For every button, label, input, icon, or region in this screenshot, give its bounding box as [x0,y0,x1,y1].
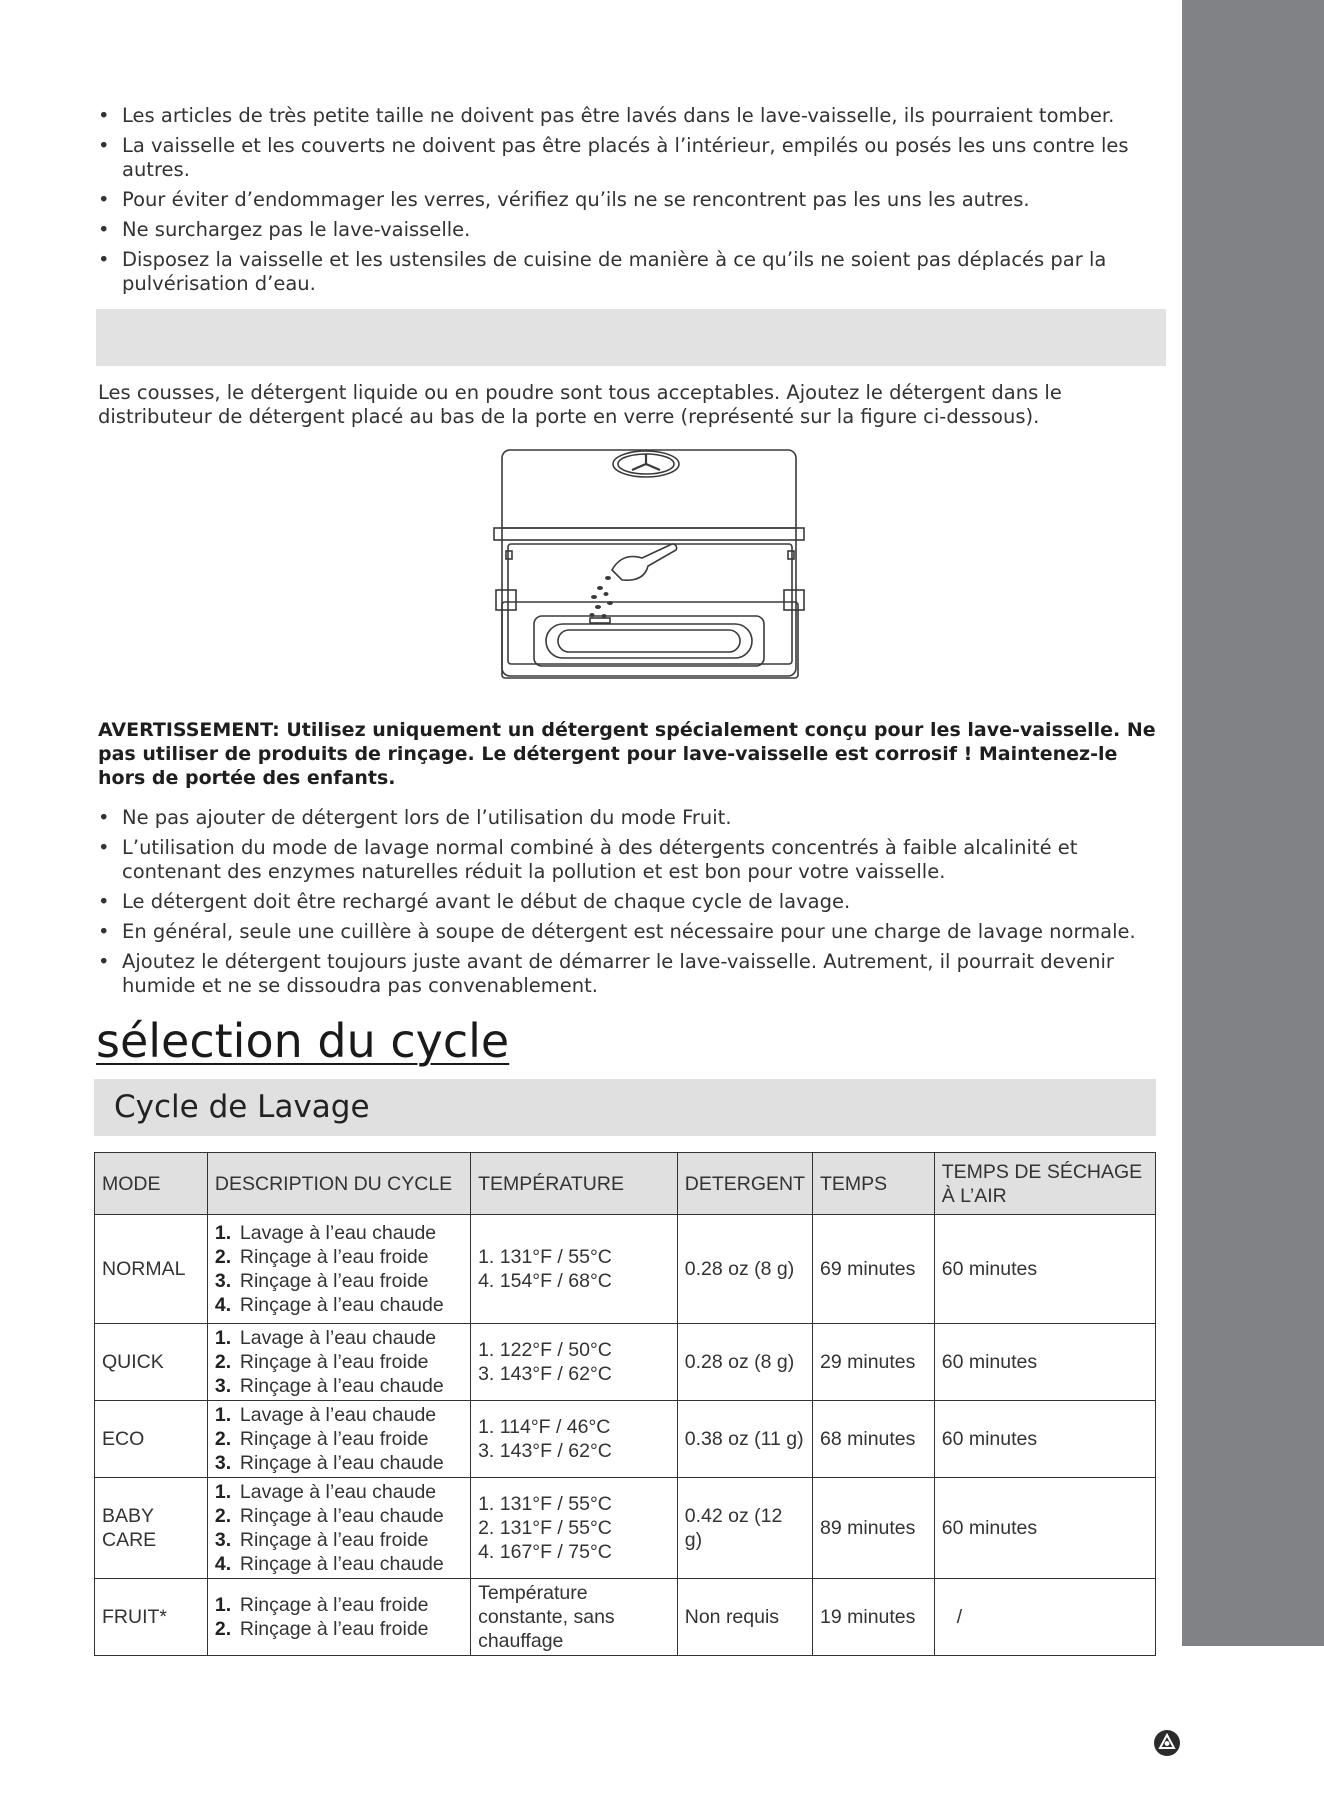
mode-cell: NORMAL [95,1215,208,1324]
list-item: • L’utilisation du mode de lavage normal combiné à des détergents concentrés à faible alcalinité et contenant des enzymes naturelles réduit la pollution et est bon pour votre vaisselle. [96,836,1166,884]
time-cell: 29 minutes [813,1324,935,1401]
section-header-band [96,309,1166,366]
dry-time-cell: 60 minutes [934,1401,1155,1478]
step-number: 1. [214,1481,232,1503]
table-row [95,1401,1156,1478]
description-cell [207,1324,470,1401]
temperature-line: 1. 122°F / 50°C [478,1339,612,1361]
step-text: Lavage à l’eau chaude [239,1481,437,1503]
temperature-line: 2. 131°F / 55°C [478,1517,612,1539]
mode-cell: QUICK [95,1324,208,1401]
step-number: 2. [214,1351,232,1373]
detergent-warning: AVERTISSEMENT: Utilisez uniquement un détergent spécialement conçu pour les lave-vaisselle. Ne pas utiliser de produits de rinçage. Le détergent pour lave-vaisselle est corrosif ! Maintenez-le hors de portée des enfants. [98,719,1156,789]
step-number: 1. [214,1594,232,1616]
cycle-step [215,1617,463,1641]
temperature-line: Température [478,1582,588,1604]
time-cell: 89 minutes [813,1478,935,1579]
step-text: Rinçage à l’eau froide [239,1246,429,1268]
description-cell [207,1478,470,1579]
side-tab-bar [1182,0,1324,1646]
temperature-line: 1. 114°F / 46°C [478,1416,611,1438]
step-text: Rinçage à l’eau chaude [239,1553,444,1575]
list-item: • Ne surchargez pas le lave-vaisselle. [96,218,1166,242]
list-item: • Ne pas ajouter de détergent lors de l’utilisation du mode Fruit. [96,806,1166,830]
detergent-intro: Les cousses, le détergent liquide ou en poudre sont tous acceptables. Ajoutez le détergent dans le distributeur de détergent placé au bas de la porte en verre (représenté sur la figure ci-dessous). [98,381,1062,428]
temperature-line: 1. 131°F / 55°C [478,1246,612,1268]
cycle-step [215,1245,463,1269]
step-text: Rinçage à l’eau froide [239,1529,429,1551]
step-text: Rinçage à l’eau froide [239,1428,429,1450]
header-description: DESCRIPTION DU CYCLE [207,1153,470,1215]
description-cell [207,1579,470,1656]
header-time: TEMPS [813,1153,935,1215]
mode-cell: ECO [95,1401,208,1478]
step-text: Rinçage à l’eau froide [239,1594,429,1616]
cycle-step [215,1480,463,1504]
temperature-line: constante, sans [478,1606,615,1628]
cycle-step [215,1374,463,1398]
header-detergent: DETERGENT [677,1153,812,1215]
list-item: • En général, seule une cuillère à soupe de détergent est nécessaire pour une charge de lavage normale. [96,920,1166,944]
detergent-cell: 0.42 oz (12 g) [677,1478,812,1579]
step-number: 2. [214,1618,232,1640]
time-cell: 69 minutes [813,1215,935,1324]
header-dry-time: TEMPS DE SÉCHAGE À L’AIR [934,1153,1155,1215]
step-number: 2. [214,1428,232,1450]
cycle-step [215,1552,463,1576]
temperature-cell [471,1478,678,1579]
list-item: • Disposez la vaisselle et les ustensiles de cuisine de manière à ce qu’ils ne soient pas déplacés par la pulvérisation d’eau. [96,248,1166,296]
cycle-step [215,1326,463,1350]
table-row [95,1215,1156,1324]
loading-tips-list [96,104,1166,302]
cycle-step [215,1528,463,1552]
table-row [95,1579,1156,1656]
step-number: 1. [214,1222,232,1244]
brand-logo-icon [1153,1729,1181,1757]
cycle-step [215,1403,463,1427]
temperature-cell [471,1324,678,1401]
cycle-step [215,1350,463,1374]
cycle-step [215,1293,463,1317]
step-text: Lavage à l’eau chaude [239,1404,437,1426]
detergent-tips-list [96,806,1166,1004]
step-number: 3. [214,1270,232,1292]
list-item: • Pour éviter d’endommager les verres, vérifiez qu’ils ne se rencontrent pas les uns les autres. [96,188,1166,212]
temperature-line: 4. 154°F / 68°C [478,1270,612,1292]
step-text: Rinçage à l’eau chaude [239,1452,444,1474]
time-cell: 68 minutes [813,1401,935,1478]
list-item: • Les articles de très petite taille ne doivent pas être lavés dans le lave-vaisselle, ils pourraient tomber. [96,104,1166,128]
cycle-step [215,1221,463,1245]
cycle-step [215,1451,463,1475]
list-item: • Le détergent doit être rechargé avant le début de chaque cycle de lavage. [96,890,1166,914]
dry-time-cell: 60 minutes [934,1478,1155,1579]
cycle-step [215,1269,463,1293]
step-number: 2. [214,1505,232,1527]
temperature-line: 4. 167°F / 75°C [478,1541,612,1563]
cycle-step [215,1593,463,1617]
time-cell: 19 minutes [813,1579,935,1656]
step-text: Rinçage à l’eau chaude [239,1375,444,1397]
step-number: 3. [214,1375,232,1397]
dishwasher-detergent-illustration [488,440,808,700]
table-header-row [95,1153,1156,1215]
step-number: 3. [214,1452,232,1474]
dry-time-cell: 60 minutes [934,1215,1155,1324]
detergent-cell: 0.28 oz (8 g) [677,1324,812,1401]
dry-time-cell: / [934,1579,1155,1656]
mode-cell: BABY CARE [95,1478,208,1579]
temperature-line: 3. 143°F / 62°C [478,1440,612,1462]
temperature-line: 1. 131°F / 55°C [478,1493,612,1515]
cycle-heading: Cycle de Lavage [114,1089,370,1125]
description-cell [207,1401,470,1478]
table-row [95,1324,1156,1401]
detergent-cell: 0.38 oz (11 g) [677,1401,812,1478]
temperature-line: chauffage [478,1630,564,1652]
step-text: Rinçage à l’eau froide [239,1351,429,1373]
step-number: 3. [214,1529,232,1551]
step-text: Lavage à l’eau chaude [239,1222,437,1244]
detergent-cell: Non requis [677,1579,812,1656]
cycle-step [215,1504,463,1528]
step-text: Rinçage à l’eau froide [239,1270,429,1292]
step-number: 4. [214,1294,232,1316]
step-text: Lavage à l’eau chaude [239,1327,437,1349]
mode-cell: FRUIT* [95,1579,208,1656]
temperature-cell [471,1579,678,1656]
temperature-cell [471,1215,678,1324]
header-mode: MODE [95,1153,208,1215]
temperature-line: 3. 143°F / 62°C [478,1363,612,1385]
dry-time-cell: 60 minutes [934,1324,1155,1401]
table-row [95,1478,1156,1579]
temperature-cell [471,1401,678,1478]
step-number: 4. [214,1553,232,1575]
cycle-heading-band [94,1079,1156,1136]
list-item: • Ajoutez le détergent toujours juste avant de démarrer le lave-vaisselle. Autrement, il pourrait devenir humide et ne se dissoudra pas convenablement. [96,950,1166,998]
detergent-cell: 0.28 oz (8 g) [677,1215,812,1324]
step-text: Rinçage à l’eau chaude [239,1294,444,1316]
step-number: 2. [214,1246,232,1268]
section-title: sélection du cycle [96,1014,510,1068]
step-text: Rinçage à l’eau froide [239,1618,429,1640]
list-item: • La vaisselle et les couverts ne doivent pas être placés à l’intérieur, empilés ou posés les uns contre les autres. [96,134,1166,182]
cycle-table [94,1152,1156,1656]
step-number: 1. [214,1327,232,1349]
step-text: Rinçage à l’eau chaude [239,1505,444,1527]
header-temperature: TEMPÉRATURE [471,1153,678,1215]
step-number: 1. [214,1404,232,1426]
description-cell [207,1215,470,1324]
cycle-step [215,1427,463,1451]
